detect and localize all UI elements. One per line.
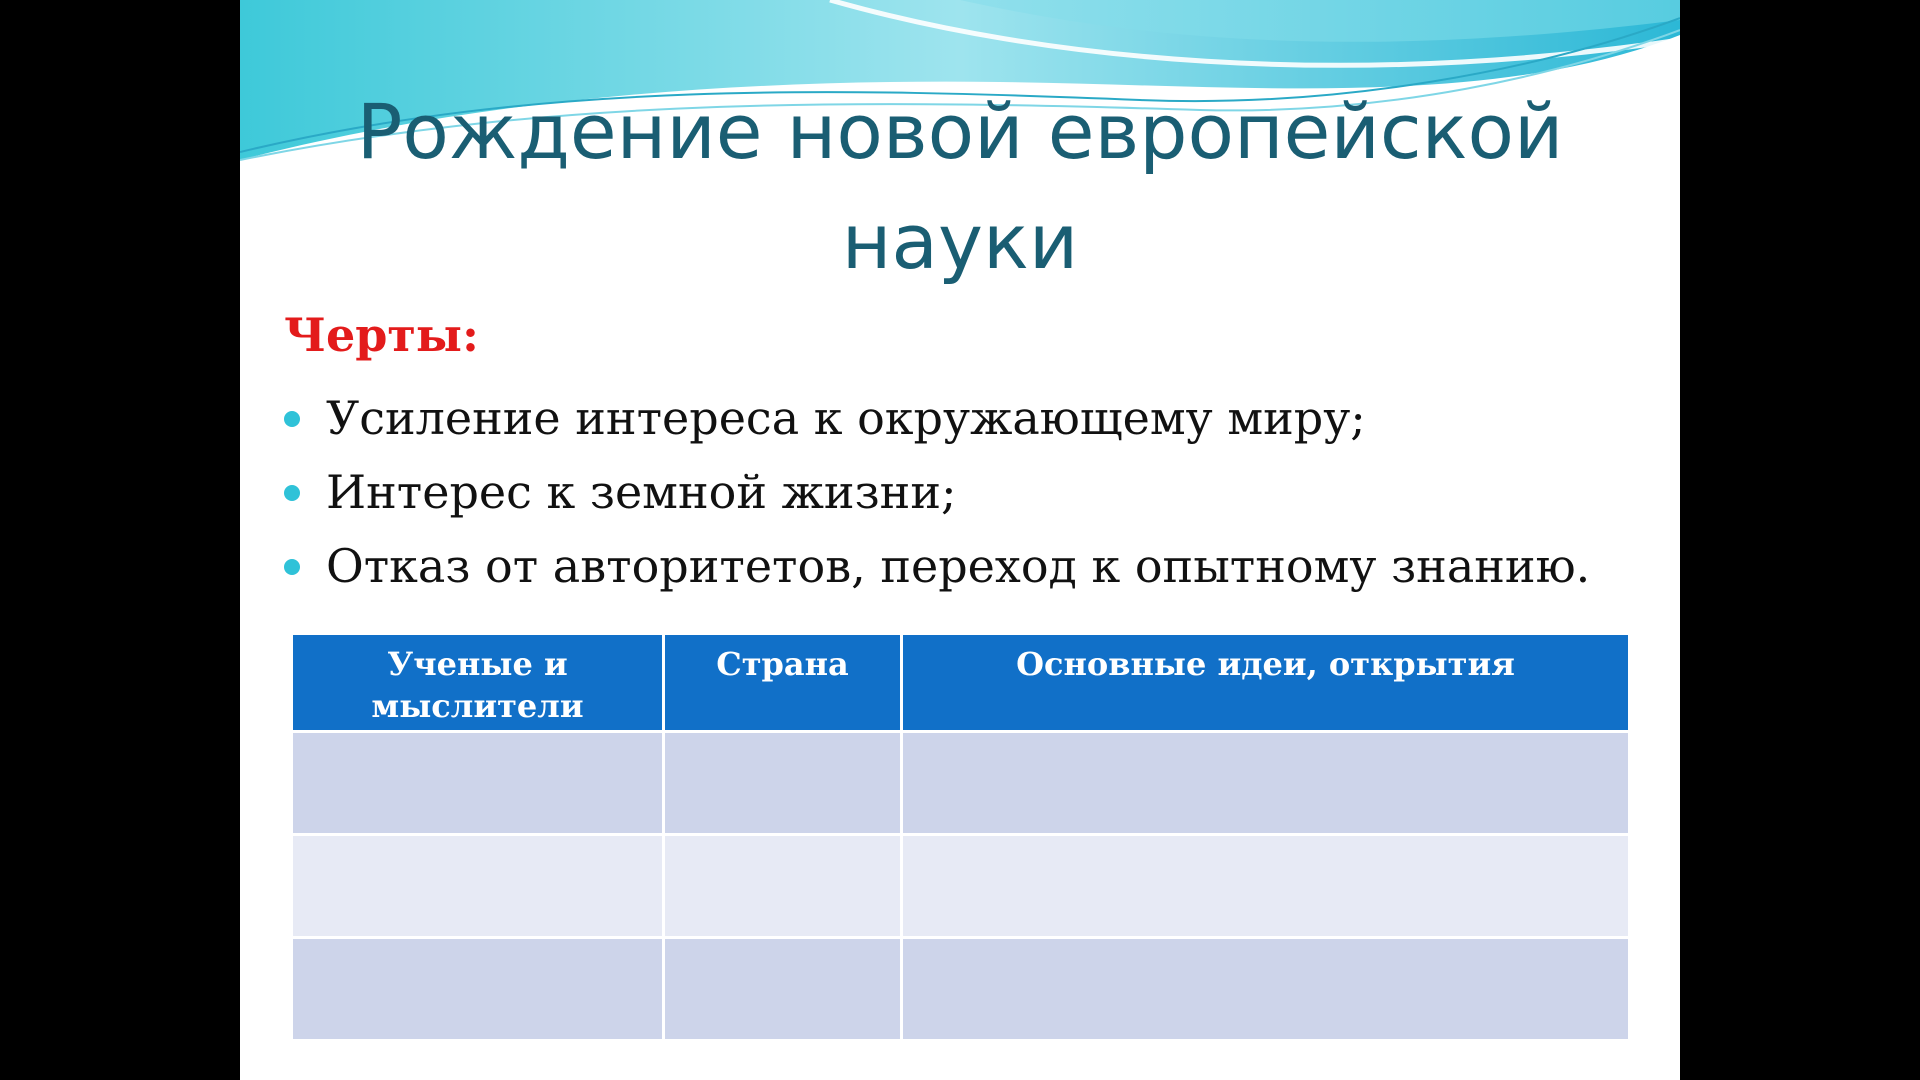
bullet-dot-icon [284, 411, 300, 427]
bullet-dot-icon [284, 485, 300, 501]
slide [240, 0, 1680, 1080]
table-header-row [292, 634, 1630, 732]
header-country: Страна [664, 634, 902, 732]
table-cell[interactable] [664, 938, 902, 1041]
slide-title-line-2: науки [841, 197, 1079, 286]
scientists-table-container [290, 632, 1628, 1042]
bullet-text: Усиление интереса к окружающему миру; [326, 391, 1366, 445]
bullet-text: Отказ от авторитетов, переход к опытному знанию. [326, 539, 1591, 593]
table-row [292, 835, 1630, 938]
bullet-item [284, 536, 1590, 610]
scientists-table [290, 632, 1631, 1042]
table-cell[interactable] [902, 732, 1630, 835]
bullet-item [284, 388, 1590, 462]
features-list [284, 388, 1590, 610]
table-cell[interactable] [664, 835, 902, 938]
table-cell[interactable] [664, 732, 902, 835]
table-cell[interactable] [292, 938, 664, 1041]
slide-title-line-1: Рождение новой европейской [356, 87, 1564, 176]
table-cell[interactable] [902, 835, 1630, 938]
header-scientists: Ученые и мыслители [292, 634, 664, 732]
header-ideas: Основные идеи, открытия [902, 634, 1630, 732]
features-heading: Черты: [284, 308, 480, 362]
table-row [292, 938, 1630, 1041]
table-cell[interactable] [292, 732, 664, 835]
bullet-dot-icon [284, 559, 300, 575]
bullet-text: Интерес к земной жизни; [326, 465, 957, 519]
table-cell[interactable] [292, 835, 664, 938]
table-cell[interactable] [902, 938, 1630, 1041]
table-row [292, 732, 1630, 835]
bullet-item [284, 462, 1590, 536]
